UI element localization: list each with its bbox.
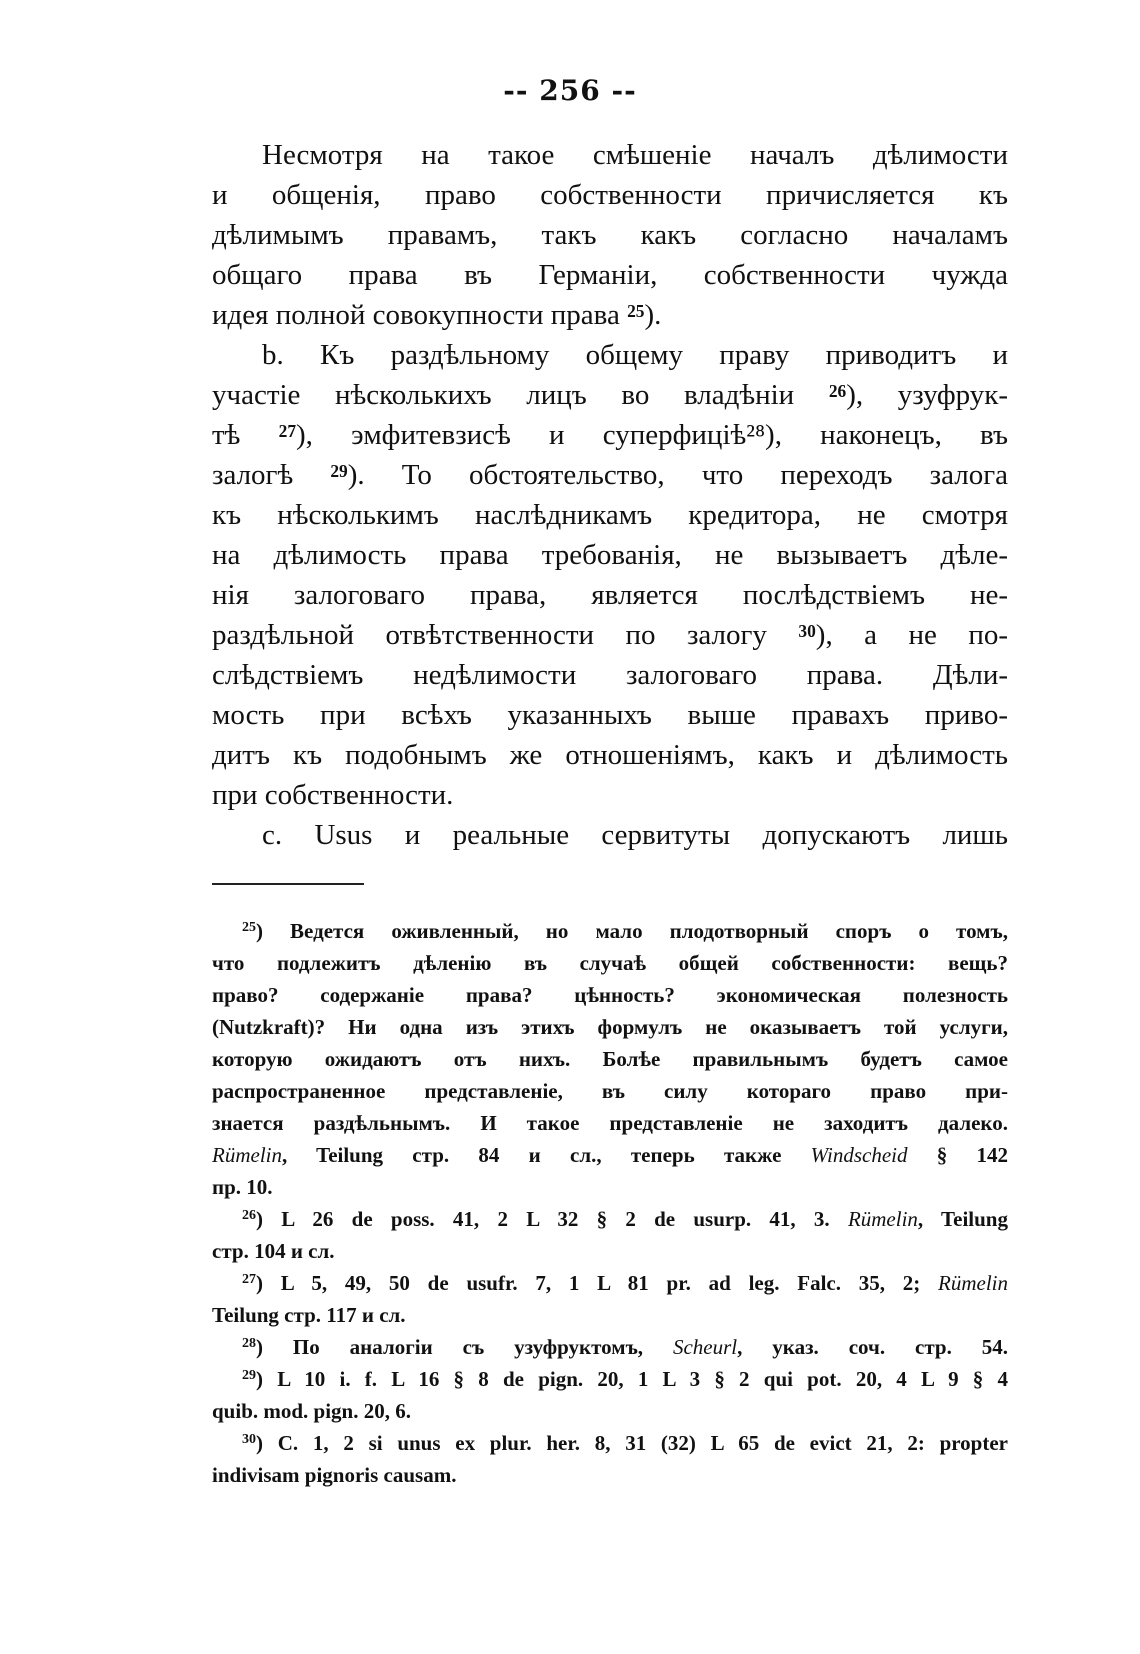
footnote-line: indivisam pignoris causam. bbox=[212, 1463, 457, 1487]
body-line: участіе нѣсколькихъ лицъ во владѣніи $^{26}$), узуфрук- bbox=[212, 379, 1008, 411]
footnote-line: $^{26}$) L 26 de poss. 41, 2 L 32 § 2 de usurp. 41, 3. Rümelin, Teilung bbox=[242, 1207, 1008, 1231]
footnote-mark: 30 bbox=[242, 1432, 256, 1447]
footnote-mark: 26 bbox=[242, 1208, 256, 1223]
footnote-line: $^{25}$) Ведется оживленный, но мало плодотворный споръ о томъ, bbox=[242, 919, 1008, 943]
body-line: Несмотря на такое смѣшеніе началъ дѣлимости bbox=[262, 139, 1008, 171]
body-line: слѣдствіемъ недѣлимости залоговаго права. Дѣли- bbox=[212, 659, 1008, 691]
footnote-line: $^{30}$) C. 1, 2 si unus ex plur. her. 8, 31 (32) L 65 de evict 21, 2: propter bbox=[242, 1431, 1008, 1455]
footnote-line: $^{28}$) По аналогіи съ узуфруктомъ, Scheurl, указ. соч. стр. 54. bbox=[242, 1335, 1008, 1359]
footnote-line: Teilung стр. 117 и сл. bbox=[212, 1303, 406, 1327]
body-line: и общенія, право собственности причисляется къ bbox=[212, 179, 1008, 211]
footnote-line: что подлежитъ дѣленію въ случаѣ общей собственности: вещь? bbox=[212, 951, 1008, 975]
footnote-line: стр. 104 и сл. bbox=[212, 1239, 335, 1263]
body-text bbox=[212, 135, 1008, 855]
footnote-mark: 29 bbox=[242, 1368, 256, 1383]
footnote-mark: 25 bbox=[242, 920, 256, 935]
body-line: залогѣ $^{29}$). То обстоятельство, что переходъ залога bbox=[212, 459, 1008, 491]
body-line: тѣ $^{27}$), эмфитевзисѣ и суперфиціѣ²⁸), наконецъ, въ bbox=[212, 419, 1008, 451]
footnote-ref: 26 bbox=[828, 381, 847, 401]
body-line: на дѣлимость права требованія, не вызываетъ дѣле- bbox=[212, 539, 1008, 571]
body-line: къ нѣсколькимъ наслѣдникамъ кредитора, не смотря bbox=[212, 499, 1008, 531]
footnote-line: quib. mod. pign. 20, 6. bbox=[212, 1399, 411, 1423]
footnote-ref: 25 bbox=[627, 301, 645, 321]
body-line: идея полной совокупности права $^{25}$). bbox=[212, 299, 662, 331]
footnote-mark: 27 bbox=[242, 1272, 256, 1287]
footnote-line: (Nutzkraft)? Ни одна изъ этихъ формулъ не оказываетъ той услуги, bbox=[212, 1015, 1008, 1039]
page-number: -- 256 -- bbox=[503, 74, 637, 107]
footnote-line: Rümelin, Teilung стр. 84 и сл., теперь также Windscheid § 142 bbox=[212, 1143, 1008, 1167]
body-line: мость при всѣхъ указанныхъ выше правахъ приво- bbox=[212, 699, 1008, 731]
footnote-ref: 27 bbox=[278, 421, 297, 441]
footnote-line: знается раздѣльнымъ. И такое представленіе не заходитъ далеко. bbox=[212, 1111, 1008, 1135]
footnote-separator bbox=[212, 883, 364, 885]
body-line: раздѣльной отвѣтственности по залогу $^{30}$), а не по- bbox=[212, 619, 1009, 651]
footnote-line: $^{27}$) L 5, 49, 50 de usufr. 7, 1 L 81 pr. ad leg. Falc. 35, 2; Rümelin bbox=[242, 1271, 1008, 1295]
footnotes bbox=[212, 915, 1008, 1491]
footnote-line: которую ожидаютъ отъ нихъ. Болѣе правильнымъ будетъ самое bbox=[212, 1047, 1008, 1071]
footnote-ref: 30 bbox=[798, 621, 816, 641]
footnote-mark: 28 bbox=[242, 1336, 256, 1351]
body-line: при собственности. bbox=[212, 779, 454, 811]
body-line: c. Usus и реальные сервитуты допускаютъ лишь bbox=[262, 819, 1008, 851]
footnote-line: $^{29}$) L 10 i. f. L 16 § 8 de pign. 20, 1 L 3 § 2 qui pot. 20, 4 L 9 § 4 bbox=[242, 1367, 1008, 1391]
body-line: дѣлимымъ правамъ, такъ какъ согласно началамъ bbox=[212, 219, 1008, 251]
body-line: b. Къ раздѣльному общему праву приводитъ и bbox=[262, 339, 1008, 371]
footnote-line: право? содержаніе права? цѣнность? экономическая полезность bbox=[212, 983, 1008, 1007]
footnote-line: распространенное представленіе, въ силу котораго право при- bbox=[212, 1079, 1008, 1103]
body-line: общаго права въ Германіи, собственности чужда bbox=[212, 259, 1008, 291]
body-line: дитъ къ подобнымъ же отношеніямъ, какъ и дѣлимость bbox=[212, 739, 1008, 771]
body-line: нія залоговаго права, является послѣдствіемъ не- bbox=[212, 579, 1008, 611]
footnote-ref: 29 bbox=[330, 461, 348, 481]
footnote-line: пр. 10. bbox=[212, 1175, 273, 1199]
